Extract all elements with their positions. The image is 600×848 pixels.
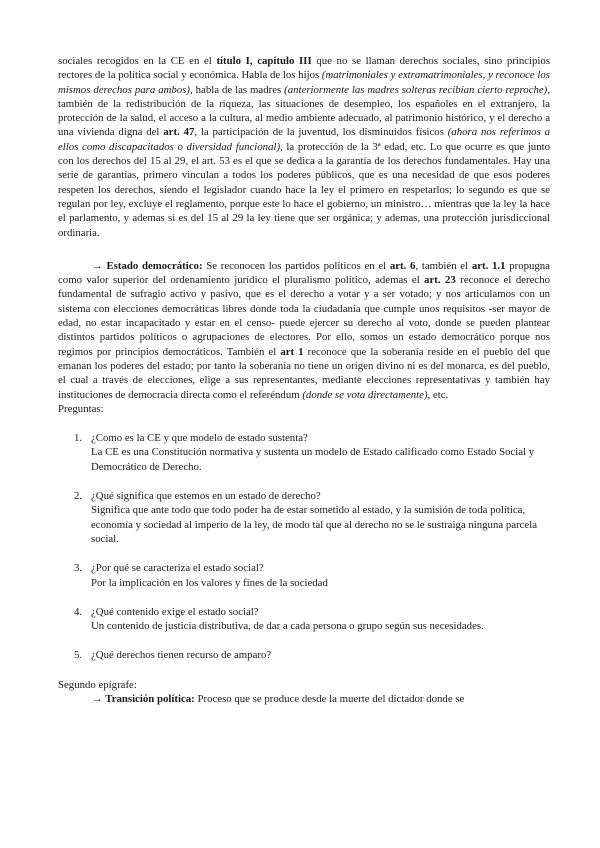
italic-aside: (ahora nos referimos a ellos como discapacitados o diversidad funcional), [58,126,551,153]
bold-reference: art. 6 [389,259,416,272]
text-run: , la participación de la juventud, los disminuidos físicos [194,126,448,139]
question-text: ¿Qué contenido exige el estado social? [91,605,259,618]
paragraph-transicion [58,692,550,706]
text-run: Se reconocen los partidos políticos en el [202,259,390,272]
list-item [58,489,550,546]
item-number: 1. [74,432,83,445]
italic-aside: (anteriormente las madres solteras recibían cierto reproche) [284,83,548,96]
text-run: reconoce que la soberanía reside en el pueblo del que emanan los poderes del estado; por tanto la soberanía no tiene un origen divino ni es del monarca, es del pueblo, el cual a través de elecciones, elige a sus representantes, mediante elecciones representativas y también hay instituciones de democracia directa como el referéndum [58,345,550,401]
section-heading-estado-democratico: → Estado democrático: [92,259,203,272]
item-number: 2. [74,490,83,503]
italic-aside: (matrimoniales y extramatrimoniales, y reconoce los mismos derechos para ambos), [58,69,550,96]
question-text: ¿Qué derechos tienen recurso de amparo? [91,649,272,662]
bold-reference: art. 23 [424,274,456,287]
paragraph-estado-democratico [58,259,550,402]
italic-aside: (donde se vota directamente), [302,388,431,401]
questions-list [58,431,550,663]
segundo-epigrafe-label: Segundo epígrafe: [58,678,137,691]
answer-text: Por la implicación en los valores y fines de la sociedad [91,576,328,589]
list-item [58,561,550,590]
answer-text: Significa que ante todo que todo poder ha de estar sometido al estado, y la sumisión de toda política, economía y sociedad al imperio de la ley, de modo tal que al derecho no se le sustraiga ninguna parcela social. [91,504,538,545]
document-page [58,54,550,706]
text-run: sociales recogidos en la CE en el [58,55,217,67]
bold-reference: art 1 [280,345,304,358]
list-item [58,648,550,662]
question-text: ¿Por qué se caracteriza el estado social? [91,562,264,575]
list-item [58,605,550,634]
answer-text: Un contenido de justicia distributiva, de dar a cada persona o grupo según sus necesidades. [91,620,484,633]
question-text: ¿Como es la CE y que modelo de estado sustenta? [91,432,308,445]
text-run: la protección de la 3ª edad, etc. Lo que ocurre es que junto con los derechos del 15 al 29, el art. 53 es el que se dedica a la garantía de los derechos fundamentales. Hay una serie de garantías, primero vinculan a todos los poderes públicos, que es una necesidad de que esos poderes respeten los derechos, siendo el legislador cuando hace la ley el primero en respetarlos; lo segundo es que se regulan por ley, excluye el reglamento, porque este lo hace el gobierno, un ministro… mientras que la ley la hace el parlamento, y ademas si es del 15 al 29 la ley tiene que ser orgánica; y ademas, una protección jurisdiccional ordinaria. [58,140,551,239]
preguntas-label: Preguntas: [58,402,104,415]
list-item [58,431,550,474]
item-number: 3. [74,562,83,575]
text-run: etc. [430,388,449,401]
text-run: propugna como valor superior del ordenamiento jurídico el pluralismo político, ademas el [58,259,550,287]
bold-reference: art. 1.1 [471,259,506,272]
text-run: reconoce el derecho fundamental de sufragio activo y pasivo, que es el derecho a votar y a ser votado; y nos articulamos con un sistema con elecciones democráticas libres donde toda la ciudadanía que cumple unos requisitos -ser mayor de edad, no estar incapacitado y estar en el censo- puede ejercer su derecho al voto, donde se pueden plantear distintos partidos políticos o agrupaciones de electores. Por ello, somos un estado democrático porque nos regimos por principios democráticos. También el [58,274,550,358]
text-run: que no se llaman derechos sociales, sino principios rectores de la política social y económica. Habla de los hijos [58,55,551,82]
bold-reference: título I, capítulo III [216,55,312,67]
item-number: 4. [74,605,83,618]
section-heading-transicion: → Transición política: [92,692,195,705]
text-run: , también el [415,259,472,272]
item-number: 5. [74,649,83,662]
text-run: , también de la redistribución de la riqueza, las situaciones de desempleo, los españoles en el extranjero, la protección de la salud, el acceso a la cultura, al medio ambiente adecuado, al patrimonio histórico, y el derecho a una vivienda digna del [58,83,550,139]
bold-reference: art. 47 [163,126,195,139]
question-text: ¿Qué significa que estemos en un estado de derecho? [91,490,321,503]
answer-text: La CE es una Constitución normativa y sustenta un modelo de Estado calificado como Estado Social y Democrático de Derecho. [91,446,535,473]
text-run: habla de las madres [192,83,285,96]
paragraph-derechos-sociales [58,54,550,240]
text-run: Proceso que se produce desde la muerte del dictador donde se [194,692,465,705]
